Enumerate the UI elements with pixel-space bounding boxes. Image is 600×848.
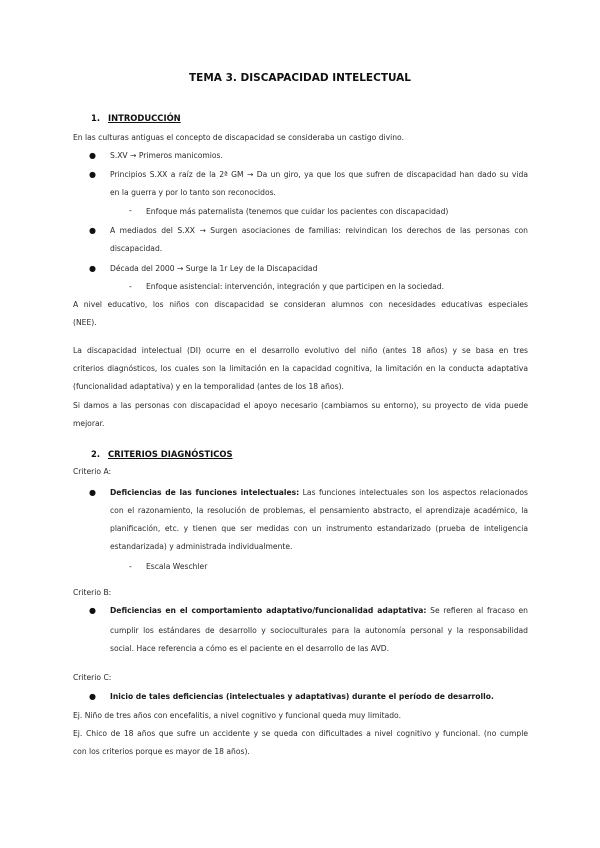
criterion-a-line-4: estandarizada) y administrada individualmente. (110, 542, 293, 551)
intro-paragraph: En las culturas antiguas el concepto de discapacidad se consideraba un castigo divino. (73, 133, 404, 142)
criterion-a-title: Deficiencias de las funciones intelectuales: (110, 488, 300, 497)
bullet-icon: ● (89, 488, 96, 497)
example-2-line-2: con los criterios porque es mayor de 18 años). (73, 747, 250, 756)
dash-icon: - (129, 562, 132, 571)
page-title: TEMA 3. DISCAPACIDAD INTELECTUAL (189, 72, 411, 84)
section-2-label: CRITERIOS DIAGNÓSTICOS (108, 449, 233, 459)
criterion-a-sub: Escala Weschler (146, 562, 208, 571)
criterion-b-text: Se refieren al fracaso en (426, 606, 528, 615)
criterion-b-line-3: social. Hace referencia a cómo es el paciente en el desarrollo de las AVD. (110, 644, 390, 653)
dash-icon: - (129, 282, 132, 291)
intro-bullet-4-sub: Enfoque asistencial: intervención, integración y que participen en la sociedad. (146, 282, 445, 291)
example-2-line-1: Ej. Chico de 18 años que sufre un accidente y se queda con dificultades a nivel cognitivo y funcional. (no cumple (73, 729, 528, 738)
section-1-number: 1. (91, 113, 101, 123)
bullet-icon: ● (89, 264, 96, 273)
intro-bullet-2-sub: Enfoque más paternalista (tenemos que cuidar los pacientes con discapacidad) (146, 207, 449, 216)
bullet-icon: ● (89, 606, 96, 615)
section-2-number: 2. (91, 449, 101, 459)
criterion-c-title: Inicio de tales deficiencias (intelectuales y adaptativas) durante el período de desarrollo. (110, 692, 494, 701)
bullet-icon: ● (89, 692, 96, 701)
section-1-heading (91, 113, 181, 123)
criterion-b-label: Criterio B: (73, 588, 112, 597)
intro-bullet-1: S.XV → Primeros manicomios. (110, 151, 223, 160)
di-paragraph-line-3: (funcionalidad adaptativa) y en la temporalidad (antes de los 18 años). (73, 382, 344, 391)
criterion-b-line-1 (110, 602, 528, 620)
criterion-a-label: Criterio A: (73, 467, 112, 476)
dash-icon: - (129, 206, 132, 215)
criterion-a-line-1 (110, 484, 528, 502)
intro-bullet-2-line-1: Principios S.XX a raíz de la 2ª GM → Da un giro, ya que los que sufren de discapacidad han dado su vida (110, 170, 528, 179)
bullet-icon: ● (89, 151, 96, 160)
support-paragraph-line-1: Si damos a las personas con discapacidad el apoyo necesario (cambiamos su entorno), su proyecto de vida puede (73, 401, 528, 410)
section-1-label: INTRODUCCIÓN (108, 113, 181, 123)
di-paragraph-line-1: La discapacidad intelectual (DI) ocurre en el desarrollo evolutivo del niño (antes 18 años) y se basa en tres (73, 346, 528, 355)
intro-bullet-2-line-2: en la guerra y por lo tanto son reconocidos. (110, 188, 276, 197)
criterion-b-title: Deficiencias en el comportamiento adaptativo/funcionalidad adaptativa: (110, 606, 427, 615)
intro-bullet-3-line-2: discapacidad. (110, 244, 163, 253)
criterion-c-label: Criterio C: (73, 673, 112, 682)
intro-bullet-4: Década del 2000 → Surge la 1r Ley de la Discapacidad (110, 264, 318, 273)
criterion-a-line-2: con el razonamiento, la resolución de problemas, el pensamiento abstracto, el aprendizaje académico, la (110, 506, 528, 515)
criterion-b-line-2: cumplir los estándares de desarrollo y socioculturales para la autonomía personal y la responsabilidad (110, 626, 528, 635)
criterion-a-text: Las funciones intelectuales son los aspectos relacionados (299, 488, 528, 497)
di-paragraph-line-2: criterios diagnósticos, los cuales son la limitación en la capacidad cognitiva, la limitación en la conducta adaptativa (73, 364, 528, 373)
bullet-icon: ● (89, 226, 96, 235)
intro-bullet-3-line-1: A mediados del S.XX → Surgen asociaciones de familias: reivindican los derechos de las personas con (110, 226, 528, 235)
support-paragraph-line-2: mejorar. (73, 419, 105, 428)
example-1: Ej. Niño de tres años con encefalitis, a nivel cognitivo y funcional queda muy limitado. (73, 711, 401, 720)
nee-paragraph-line-1: A nivel educativo, los niños con discapacidad se consideran alumnos con necesidades educativas especiales (73, 300, 528, 309)
criterion-a-line-3: planificación, etc. y tienen que ser medidas con un instrumento estandarizado (prueba de inteligencia (110, 524, 528, 533)
bullet-icon: ● (89, 170, 96, 179)
nee-paragraph-line-2: (NEE). (73, 318, 97, 327)
section-2-heading (91, 449, 233, 459)
